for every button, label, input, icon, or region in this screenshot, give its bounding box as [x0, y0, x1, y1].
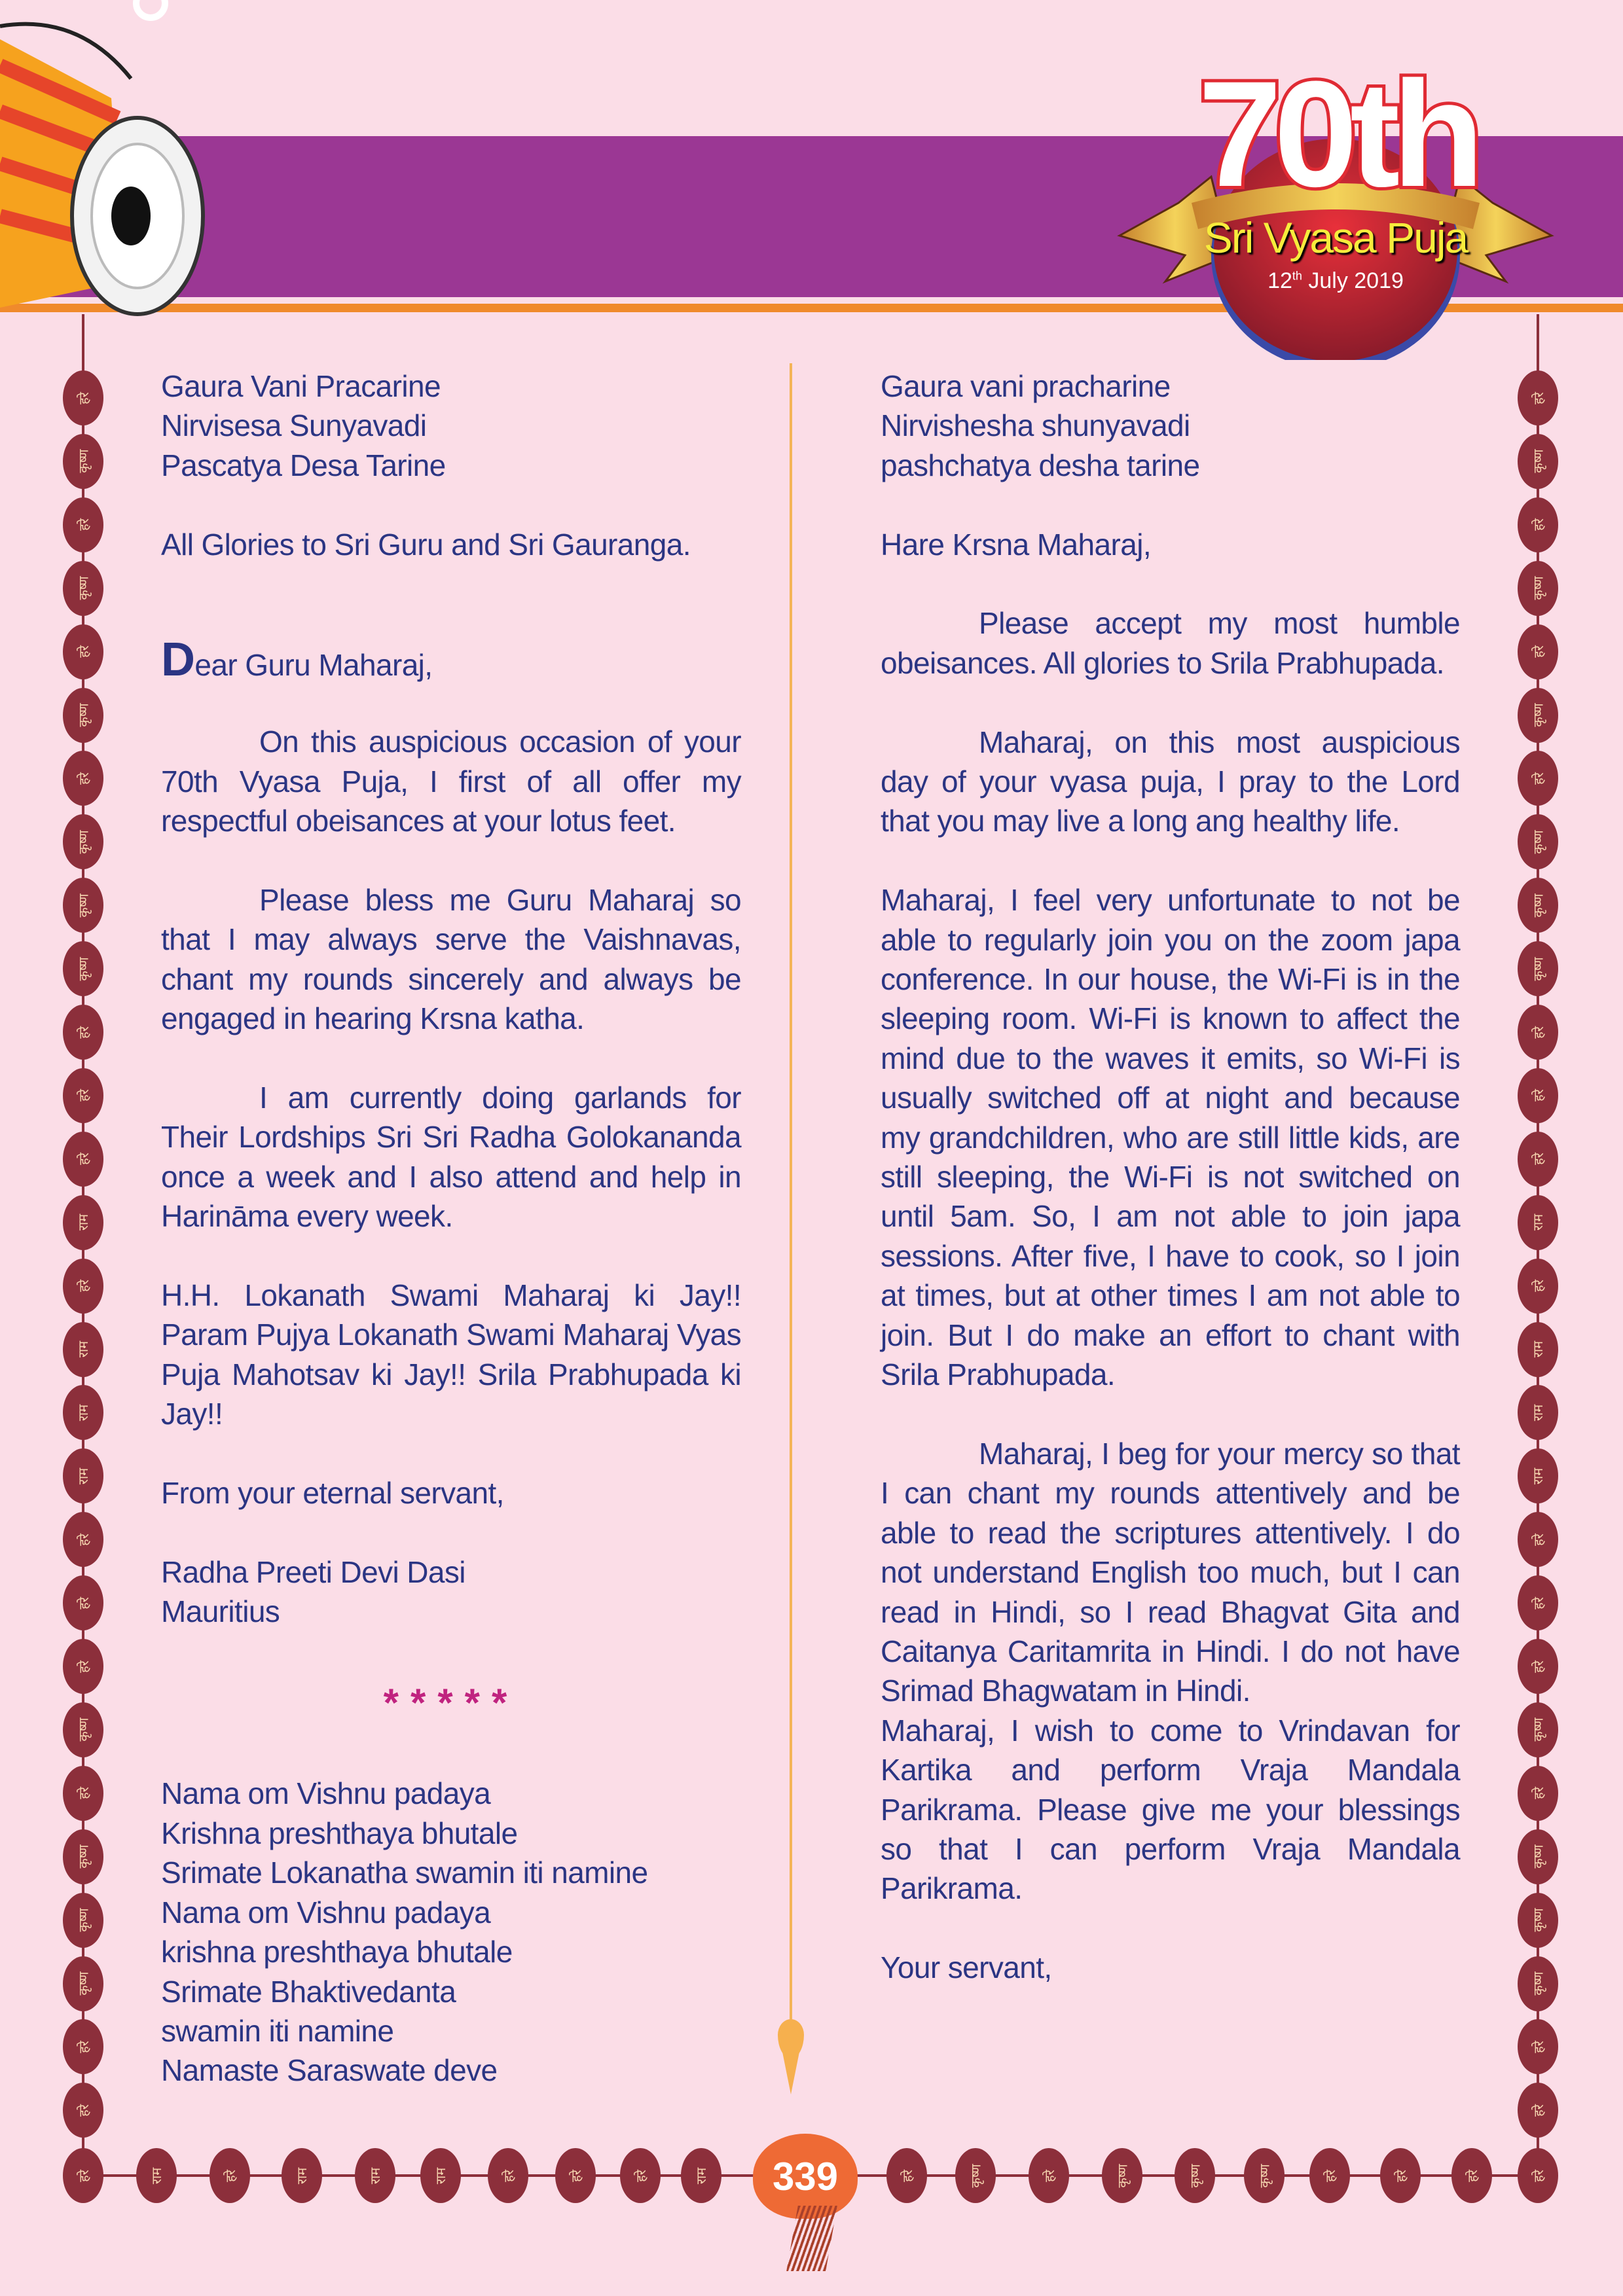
mantra-bead	[1518, 1829, 1558, 1884]
bead-label: कृष्ण	[75, 703, 92, 727]
salutation-line: Pascatya Desa Tarine	[161, 448, 446, 482]
mantra-bead	[1518, 1259, 1558, 1314]
mridanga-drum-icon	[0, 0, 216, 321]
bead-label: कृष्ण	[75, 449, 92, 474]
bead-label: हरे	[75, 1026, 92, 1039]
mantra-bead	[355, 2148, 395, 2203]
paragraph: Please accept my most humble obeisances. All glories to Srila Prabhupada.	[881, 606, 1460, 680]
bead-label: हरे	[75, 1660, 92, 1673]
bead-label: हरे	[1530, 2104, 1546, 2117]
bead-label: राम	[294, 2167, 310, 2184]
greeting-text: ear Guru Maharaj,	[194, 647, 433, 682]
bead-label: कृष्ण	[75, 956, 92, 981]
bead-label: हरे	[1530, 391, 1546, 404]
paragraph: Maharaj, I feel very unfortunate to not be able to regularly join you on the zoom japa conference. In our house, the Wi-Fi is in the sleeping room. Wi-Fi is known to affect the mind due to the waves it emits, so Wi-Fi is usually switched off at night and because my grandchildren, who are still little kids, are still sleeping, the Wi-Fi is not switched on until 5am. So, I am not able to join japa sessions. After five, I have to cook, so I join at times, but at other times I am not able to join. But I do make an effort to chant with Srila Prabhupada.	[881, 883, 1460, 1392]
signature-place: Mauritius	[161, 1594, 280, 1629]
mantra-bead	[1518, 751, 1558, 806]
paragraph: Maharaj, I wish to come to Vrindavan for Kartika and perform Vraja Mandala Parikrama. Please give me your blessings so that I can perform Vraja Mandala Parikrama.	[881, 1713, 1460, 1906]
bead-label: राम	[1530, 1340, 1546, 1358]
mantra-bead	[681, 2148, 721, 2203]
bead-label: राम	[149, 2167, 165, 2184]
mantra-bead	[210, 2148, 250, 2203]
date-day: 12	[1267, 268, 1292, 293]
glories-line: All Glories to Sri Guru and Sri Gauranga.	[161, 527, 691, 562]
bead-label: हरे	[568, 2169, 584, 2182]
mantra-bead	[955, 2148, 996, 2203]
bead-label: हरे	[1530, 2040, 1546, 2053]
left-column	[161, 367, 741, 2090]
mantra-bead	[136, 2148, 177, 2203]
bead-label: राम	[75, 1404, 92, 1422]
bead-label: कृष्ण	[1530, 576, 1546, 600]
bead-label: हरे	[75, 1280, 92, 1292]
bead-label: राम	[75, 1214, 92, 1231]
mantra-bead	[63, 1956, 103, 2011]
signature-name: Radha Preeti Devi Dasi	[161, 1554, 465, 1589]
mantra-bead	[1518, 1956, 1558, 2011]
bead-label: राम	[1530, 1214, 1546, 1231]
salutation-line: Nirvisesa Sunyavadi	[161, 408, 427, 443]
bead-label: कृष्ण	[1114, 2163, 1131, 2188]
mantra-bead	[63, 688, 103, 743]
mantra-bead	[420, 2148, 461, 2203]
mantra-bead	[1518, 1512, 1558, 1567]
mantra-bead	[63, 1005, 103, 1060]
mantra-bead	[1175, 2148, 1215, 2203]
mantra-bead	[63, 941, 103, 996]
bead-label: हरे	[75, 518, 92, 531]
drop-cap: D	[161, 633, 195, 686]
bead-label: कृष्ण	[75, 1908, 92, 1932]
bead-label: कृष्ण	[1187, 2163, 1203, 2188]
mantra-bead	[1518, 2019, 1558, 2074]
bead-label: कृष्ण	[1530, 893, 1546, 918]
bead-label: हरे	[1530, 1153, 1546, 1166]
bead-label: हरे	[75, 1787, 92, 1800]
jay-paragraph: H.H. Lokanath Swami Maharaj ki Jay!! Param Pujya Lokanath Swami Maharaj Vyas Puja Mahotsav ki Jay!! Srila Prabhupada ki Jay!!	[161, 1278, 741, 1431]
badge-title: Sri Vyasa Puja	[1203, 213, 1468, 262]
mantra-bead	[1518, 814, 1558, 869]
bead-label: हरे	[75, 1153, 92, 1166]
mantra-bead	[1518, 1639, 1558, 1694]
bead-label: कृष्ण	[1256, 2163, 1273, 2188]
bead-label: राम	[1530, 1467, 1546, 1484]
bead-label: कृष्ण	[1530, 956, 1546, 981]
bead-label: हरे	[75, 2040, 92, 2053]
mantra-bead	[63, 1068, 103, 1123]
verse-line: swamin iti namine	[161, 2013, 394, 2048]
page-number: 339	[753, 2134, 858, 2219]
bead-label: हरे	[1530, 1533, 1546, 1546]
bead-label: हरे	[1530, 1026, 1546, 1039]
mantra-bead	[63, 1448, 103, 1503]
mantra-bead	[1518, 1322, 1558, 1377]
bead-label: हरे	[1530, 518, 1546, 531]
column-divider	[790, 363, 792, 2026]
mantra-bead	[1451, 2148, 1492, 2203]
mantra-bead	[1518, 2148, 1558, 2203]
mantra-bead	[63, 1702, 103, 1757]
mantra-bead	[1518, 497, 1558, 552]
paragraph: On this auspicious occasion of your 70th Vyasa Puja, I first of all offer my respectful obeisances at your lotus feet.	[161, 725, 741, 838]
bead-label: कृष्ण	[75, 1717, 92, 1742]
mantra-bead	[1309, 2148, 1350, 2203]
verse-line: krishna preshthaya bhutale	[161, 1935, 513, 1969]
mantra-bead	[63, 497, 103, 552]
separator-stars: *****	[383, 1681, 519, 1725]
bead-label: हरे	[1530, 1596, 1546, 1609]
bead-label: हरे	[75, 645, 92, 658]
mantra-bead	[63, 1385, 103, 1440]
mantra-bead	[63, 1322, 103, 1377]
mantra-bead	[1518, 941, 1558, 996]
mantra-bead	[1244, 2148, 1285, 2203]
mantra-bead	[1518, 1385, 1558, 1440]
bead-label: हरे	[75, 2169, 92, 2182]
bead-label: राम	[433, 2167, 449, 2184]
mantra-bead	[63, 434, 103, 489]
verse-line: Srimate Lokanatha swamin iti namine	[161, 1856, 648, 1890]
bead-label: हरे	[1530, 1660, 1546, 1673]
bead-label: हरे	[500, 2169, 517, 2182]
verse-line: Nama om Vishnu padaya	[161, 1776, 491, 1811]
mantra-bead	[1518, 434, 1558, 489]
bead-label: कृष्ण	[75, 893, 92, 918]
mantra-bead	[63, 2083, 103, 2138]
bead-label: हरे	[75, 1533, 92, 1546]
mantra-bead	[63, 2019, 103, 2074]
mantra-bead	[63, 370, 103, 425]
mantra-bead	[1518, 1005, 1558, 1060]
mantra-bead	[63, 1575, 103, 1630]
bead-label: हरे	[1530, 1089, 1546, 1102]
bead-label: कृष्ण	[75, 1844, 92, 1869]
mantra-bead	[1518, 1132, 1558, 1187]
mantra-bead	[282, 2148, 322, 2203]
salutation-line: Gaura Vani Pracarine	[161, 369, 441, 403]
verse-line: Nama om Vishnu padaya	[161, 1895, 491, 1929]
bead-label: हरे	[1530, 645, 1546, 658]
mantra-bead	[63, 1639, 103, 1694]
bead-label: हरे	[1530, 2169, 1546, 2182]
bead-label: कृष्ण	[1530, 1908, 1546, 1932]
mantra-bead	[1518, 1195, 1558, 1250]
bead-label: कृष्ण	[968, 2163, 984, 2188]
verse-line: Srimate Bhaktivedanta	[161, 1974, 456, 2009]
mantra-bead	[1518, 1448, 1558, 1503]
mantra-bead	[63, 624, 103, 679]
mantra-bead	[63, 1829, 103, 1884]
salutation-line: pashchatya desha tarine	[881, 448, 1200, 482]
mantra-bead	[63, 1512, 103, 1567]
bead-label: कृष्ण	[1530, 703, 1546, 727]
right-column	[881, 367, 1460, 1988]
bead-label: कृष्ण	[1530, 830, 1546, 854]
bead-label: हरे	[1464, 2169, 1480, 2182]
paragraph: Maharaj, I beg for your mercy so that I can chant my rounds attentively and be able to read the scriptures attentively. I do not understand English too much, but I can read in Hindi, so I read Bhagvat Gita and Caitanya Caritamrita in Hindi. I do not have Srimad Bhagwatam in Hindi.	[881, 1436, 1460, 1708]
bead-label: हरे	[632, 2169, 649, 2182]
closing: Your servant,	[881, 1950, 1052, 1985]
mantra-bead	[63, 751, 103, 806]
bead-label: हरे	[1530, 1787, 1546, 1800]
mantra-bead	[886, 2148, 927, 2203]
bead-label: हरे	[75, 1089, 92, 1102]
bead-label: हरे	[75, 1596, 92, 1609]
mantra-bead	[488, 2148, 528, 2203]
bead-label: कृष्ण	[1530, 1971, 1546, 1996]
verse-line: Namaste Saraswate deve	[161, 2053, 498, 2088]
bead-label: राम	[693, 2167, 710, 2184]
mantra-bead	[63, 561, 103, 616]
bead-label: हरे	[1530, 772, 1546, 785]
mantra-bead	[63, 1893, 103, 1948]
verse	[161, 1774, 741, 2090]
bead-label: कृष्ण	[1530, 449, 1546, 474]
salutation-line: Gaura vani pracharine	[881, 369, 1171, 403]
mantra-bead	[1518, 2083, 1558, 2138]
bead-label: कृष्ण	[75, 1971, 92, 1996]
salutation-line: Nirvishesha shunyavadi	[881, 408, 1190, 443]
bead-label: हरे	[1322, 2169, 1338, 2182]
badge-date	[1198, 268, 1473, 294]
mantra-bead	[1518, 624, 1558, 679]
bead-label: हरे	[75, 391, 92, 404]
mantra-bead	[63, 1259, 103, 1314]
bead-label: हरे	[1393, 2169, 1409, 2182]
mantra-bead	[63, 1132, 103, 1187]
verse-line: Krishna preshthaya bhutale	[161, 1816, 518, 1850]
bead-label: राम	[1530, 1404, 1546, 1422]
paragraph: Please bless me Guru Maharaj so that I may always serve the Vaishnavas, chant my rounds sincerely and always be engaged in hearing Krsna katha.	[161, 882, 741, 1036]
bead-label: कृष्ण	[1530, 1844, 1546, 1869]
mantra-bead	[63, 814, 103, 869]
mantra-bead	[1380, 2148, 1421, 2203]
paragraph: Maharaj, on this most auspicious day of your vyasa puja, I pray to the Lord that you may live a long ang healthy life.	[881, 725, 1460, 838]
paragraph: I am currently doing garlands for Their Lordships Sri Sri Radha Golokananda once a week and I also attend and help in Harināma every week.	[161, 1080, 741, 1234]
mantra-bead	[555, 2148, 596, 2203]
bead-label: कृष्ण	[75, 576, 92, 600]
mantra-bead	[63, 1766, 103, 1821]
mantra-bead	[63, 1195, 103, 1250]
mantra-bead	[620, 2148, 661, 2203]
date-suffix: th	[1292, 269, 1302, 283]
bead-label: हरे	[75, 2104, 92, 2117]
mantra-bead	[1029, 2148, 1069, 2203]
date-rest: July 2019	[1302, 268, 1404, 293]
bead-label: राम	[75, 1340, 92, 1358]
mantra-bead	[1518, 688, 1558, 743]
mantra-bead	[1518, 878, 1558, 933]
badge-number: 70th	[1198, 50, 1476, 218]
mantra-bead	[63, 878, 103, 933]
bead-label: हरे	[1041, 2169, 1057, 2182]
mantra-bead	[1518, 1068, 1558, 1123]
bead-label: कृष्ण	[75, 830, 92, 854]
bead-label: राम	[367, 2167, 384, 2184]
greeting	[161, 633, 741, 686]
bead-label: कृष्ण	[1530, 1717, 1546, 1742]
bead-label: हरे	[1530, 1280, 1546, 1292]
bead-label: हरे	[899, 2169, 915, 2182]
bead-label: हरे	[75, 772, 92, 785]
closing: From your eternal servant,	[161, 1475, 504, 1510]
mantra-bead	[1518, 1702, 1558, 1757]
greeting: Hare Krsna Maharaj,	[881, 527, 1151, 562]
bead-label: राम	[75, 1467, 92, 1484]
mantra-bead	[1518, 561, 1558, 616]
divider-drop-tip	[782, 2049, 800, 2094]
mantra-bead	[63, 2148, 103, 2203]
mantra-bead	[1518, 1575, 1558, 1630]
mantra-bead	[1102, 2148, 1142, 2203]
mantra-bead	[1518, 1893, 1558, 1948]
mantra-bead	[1518, 1766, 1558, 1821]
mantra-bead	[1518, 370, 1558, 425]
bead-label: हरे	[222, 2169, 238, 2182]
